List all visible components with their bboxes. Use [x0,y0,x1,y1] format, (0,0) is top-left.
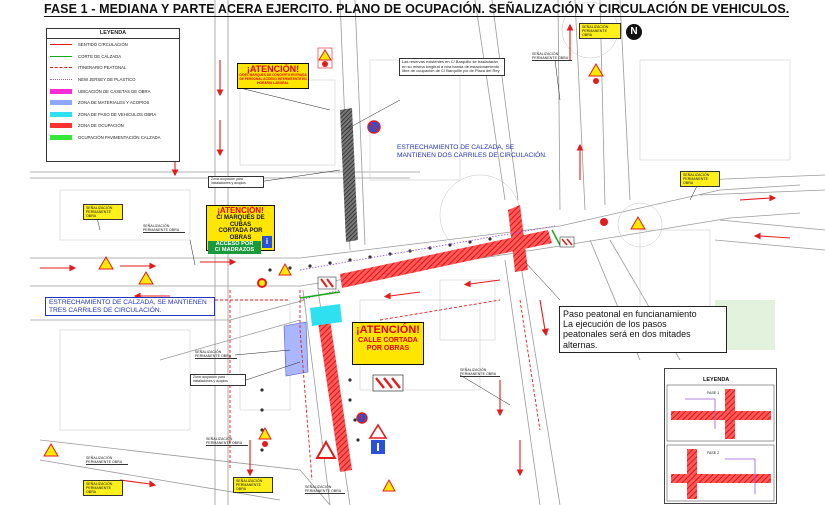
legend-label: OCUPACIÓN PAVIMENTACIÓN CALZADA [78,135,161,141]
yellow-label-2: SEÑALIZACIÓN PERMANENTE OBRA [83,204,123,220]
legend-swatch [50,89,72,94]
atencion-mid-line1: C/ MARQUÉS DE CUBAS [216,215,265,228]
legend-item [47,120,179,132]
senal-label-1: SEÑALIZACIÓN PERMANENTE OBRA [143,224,185,233]
note-zona-2: Zona ocupación para instalaciones y acopios [190,374,246,386]
legend-heading: LEYENDA [47,29,179,39]
legend-item [47,109,179,121]
paso-peatonal-note: Paso peatonal en funcianamiento La ejecución de los pasos peatonales será en dos mitades alternas. [559,306,727,353]
legend-label: ZONA DE MATERIALES Y ACOPIOS [78,100,150,106]
atencion-mid-sign [206,205,275,254]
legend-swatch [50,112,72,117]
senal-label-6: SEÑALIZACIÓN PERMANENTE OBRA [206,437,248,446]
atencion-mid-access: ACCESO POR C/ MADRAZOS [208,241,261,254]
atencion-low-sign [352,322,424,365]
yellow-label-1: SEÑALIZACIÓN PERMANENTE OBRA [579,23,621,39]
legend-swatch [50,67,72,68]
atencion-low-head: ¡ATENCIÓN! [356,324,420,336]
legend-item [47,62,179,74]
detail-legend-box [664,368,777,504]
info-icon: i [262,236,272,248]
atencion-mid-head: ¡ATENCIÓN! [217,206,264,215]
legend-label: UBICACIÓN DE CASETAS DE OBRA [78,88,151,94]
legend-label: ZONA DE PASO DE VEHICULOS OBRA [78,111,157,117]
legend-label: SENTIDO CIRCULACIÓN [78,42,128,48]
legend-item [47,74,179,86]
senal-label-4: SEÑALIZACIÓN PERMANENTE OBRA [460,368,500,377]
legend-label: ZONA DE OCUPACIÓN [78,123,124,129]
estrechamiento-left: ESTRECHAMIENTO DE CALZADA, SE MANTIENEN TRES CARRILES DE CIRCULACIÓN. [45,297,215,316]
legend-item [47,97,179,109]
yellow-label-3: SEÑALIZACIÓN PERMANENTE OBRA [680,171,720,187]
legend-item [47,85,179,97]
detail-legend-heading: LEYENDA [703,377,730,383]
senal-label-2: SEÑALIZACIÓN PERMANENTE OBRA [532,52,572,61]
legend-item [47,51,179,63]
legend-swatch [50,123,72,128]
atencion-top-body: C/DEL MARQUES DE CONCERTO ENTRADA DE PERSONAL ACCESO INTERMITENTE EN HORARIO LABORAL [239,73,307,85]
legend-swatch [50,100,72,105]
legend-label: NEW JERSEY DE PLASTICO [78,77,136,83]
estrechamiento-top: ESTRECHAMIENTO DE CALZADA, SE MANTIENEN DOS CARRILES DE CIRCULACIÓN. [397,144,547,159]
yellow-label-4: SEÑALIZACIÓN PERMANENTE OBRA [83,480,123,496]
page-title: FASE 1 - MEDIANA Y PARTE ACERA EJERCITO. PLANO DE OCUPACIÓN. SEÑALIZACIÓN Y CIRCULACIÓN DE VEHICULOS. [44,2,790,16]
atencion-top-sign [237,63,309,89]
note-zona-1: Zona ocupación para instalaciones y acopios [208,176,264,188]
senal-label-5: SEÑALIZACIÓN PERMANENTE OBRA [86,456,128,465]
senal-label-7: SEÑALIZACIÓN PERMANENTE OBRA [305,485,345,494]
atencion-mid-line2: CORTADA POR OBRAS [218,228,263,241]
atencion-low-line1: CALLE CORTADA [358,337,418,344]
legend-swatch [50,79,72,80]
detail-fase-a: FASE 1 [707,391,720,395]
legend-swatch [50,135,72,140]
legend-item [47,132,179,144]
north-arrow-icon: N [626,24,642,40]
legend-label: CORTE DE CALZADA [78,53,122,59]
vehicle-pass-zone [310,304,342,326]
legend-item [47,39,179,51]
detail-fase-b: FASE 2 [707,451,720,455]
legend-swatch [50,44,72,45]
senal-label-3: SEÑALIZACIÓN PERMANENTE OBRA [195,350,237,359]
atencion-top-head: ¡ATENCIÓN! [246,64,300,74]
atencion-low-line2: POR OBRAS [366,345,410,352]
legend-swatch [50,56,72,57]
legend-label: ITINERARIO PEATONAL [78,65,127,71]
materials-zone [284,322,308,376]
note-reservas: Las reservas existentes en C/ Barquillo se trasladarán en su misma longitud a otra banda de estacionamiento libre de ocupación de C/ Barquillo y/o de Plaza del Rey [399,58,505,76]
legend-box [46,28,180,162]
yellow-label-5: SEÑALIZACIÓN PERMANENTE OBRA [233,477,273,493]
